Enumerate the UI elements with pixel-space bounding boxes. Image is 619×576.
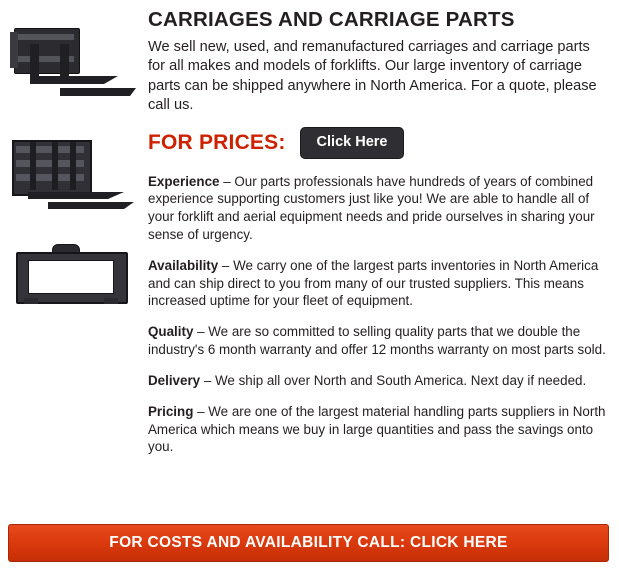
feature-experience (148, 173, 609, 244)
feature-lead-pricing: Pricing (148, 403, 194, 419)
carriage-bar-upper-shape (18, 34, 74, 40)
page-title: CARRIAGES AND CARRIAGE PARTS (148, 8, 515, 31)
feature-pricing (148, 403, 609, 456)
fork-blade-rear-shape (30, 76, 104, 84)
fork-tip-front-shape (130, 88, 136, 96)
product-image-column (8, 8, 140, 332)
product-image-carriage-frame (8, 240, 136, 306)
carriage-post-center-shape (52, 142, 58, 190)
fork-blade-rear-shape (28, 192, 108, 199)
fork-tip-front-shape (124, 202, 134, 209)
fork-blade-front-shape (60, 88, 130, 96)
feature-quality (148, 323, 609, 359)
feature-lead-delivery: Delivery (148, 372, 201, 388)
feature-text-quality: – We are so committed to selling quality parts that we double the industry's 6 month warranty and offer 12 months warranty on most parts sold. (148, 324, 606, 358)
click-here-button[interactable]: Click Here (300, 127, 405, 159)
feature-text-delivery: – We ship all over North and South America. Next day if needed. (200, 372, 587, 388)
carriage-foot-right-shape (104, 298, 118, 304)
fork-tip-rear-shape (104, 76, 118, 84)
carriage-post-left-shape (30, 142, 36, 190)
fork-tip-rear-shape (108, 192, 124, 199)
feature-lead-experience: Experience (148, 173, 220, 189)
carriage-hook-shape (10, 32, 18, 68)
feature-text-pricing: – We are one of the largest material handling parts suppliers in North America which means we buy in large quantities and pass the savings onto you. (148, 403, 606, 455)
fork-blade-front-shape (48, 202, 124, 209)
carriage-inner-opening-shape (28, 260, 114, 294)
feature-text-availability: – We carry one of the largest parts inventories in North America and can ship direct to you from many of our trusted suppliers. This means increased uptime for your fleet of equipment. (148, 257, 599, 309)
feature-text-experience: – Our parts professionals have hundreds of years of combined experience supporting customers just like you! We are able to handle all of your forklift and aerial equipment needs and pride ourselves in sharing your sense of urgency. (148, 173, 595, 242)
feature-availability (148, 257, 609, 310)
product-image-forklift-carriage-with-forks (8, 136, 136, 214)
intro-paragraph: We sell new, used, and remanufactured carriages and carriage parts for all makes and models of forklifts. Our large inventory of carriage parts can be shipped anywhere in North America. For a quote, please call us. (148, 39, 597, 113)
feature-delivery (148, 372, 609, 390)
text-column (140, 8, 609, 469)
feature-lead-quality: Quality (148, 324, 194, 340)
carriage-post-right-shape (70, 142, 76, 190)
feature-lead-availability: Availability (148, 257, 219, 273)
prices-row (148, 127, 609, 159)
content-columns (8, 8, 609, 469)
product-image-pallet-fork-carriage (8, 26, 136, 110)
for-prices-label: FOR PRICES: (148, 130, 286, 154)
carriage-foot-left-shape (24, 298, 38, 304)
cta-banner-button[interactable]: FOR COSTS AND AVAILABILITY CALL: CLICK HERE (8, 524, 609, 562)
